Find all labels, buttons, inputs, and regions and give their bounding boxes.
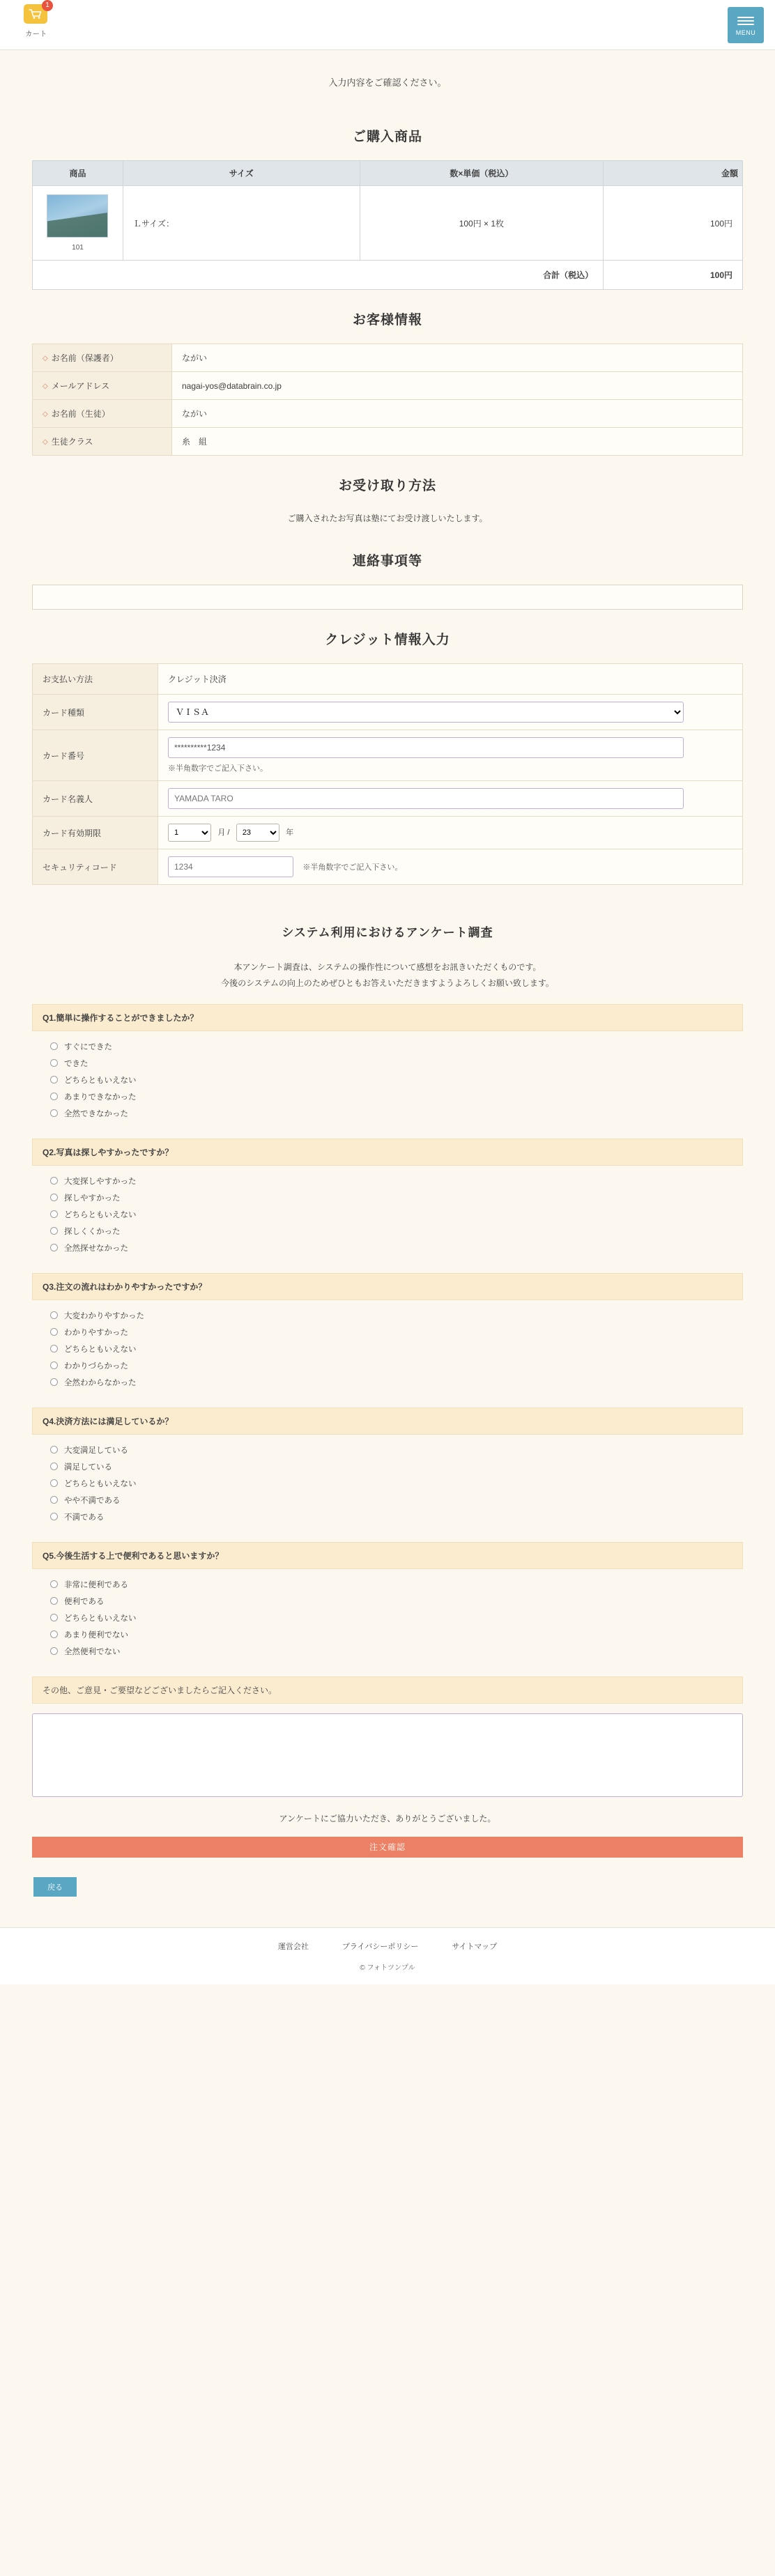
q3-option-2[interactable] [50,1324,725,1341]
q1-option-1[interactable] [50,1038,725,1055]
radio-icon[interactable] [50,1059,58,1067]
radio-icon[interactable] [50,1446,58,1453]
q5-option-3[interactable] [50,1610,725,1626]
q3-option-5-label: 全然わからなかった [64,1378,137,1387]
free-comment-label: その他、ご意見・ご要望などございましたらご記入ください。 [32,1676,743,1704]
footer-link-company[interactable]: 運営会社 [277,1942,309,1951]
expiry-year-select[interactable] [236,824,279,842]
radio-icon[interactable] [50,1109,58,1117]
radio-icon[interactable] [50,1076,58,1083]
purchase-total-row [33,261,743,290]
footer-links [0,1941,775,1952]
q5-option-3-label: どちらともいえない [64,1614,137,1623]
q5-option-1-label: 非常に便利である [64,1580,128,1589]
purchase-table [32,160,743,290]
radio-icon[interactable] [50,1614,58,1621]
q5-option-1[interactable] [50,1576,725,1593]
survey-lead-line2: 今後のシステムの向上のためぜひともお答えいただきますようよろしくお願い致します。 [221,978,554,988]
credit-section-title: クレジット情報入力 [325,633,450,647]
required-mark-icon: ◇ [43,438,48,446]
survey-lead-line1: 本アンケート調査は、システムの操作性について感想をお訊きいただくものです。 [233,962,542,972]
security-code-hint: ※半角数字でご記入下さい。 [302,863,403,872]
radio-icon[interactable] [50,1362,58,1369]
question-1-options [32,1031,743,1126]
q1-option-3[interactable] [50,1072,725,1088]
card-number-hint: ※半角数字でご記入下さい。 [168,764,268,773]
q2-option-4-label: 探しくくかった [64,1227,121,1236]
radio-icon[interactable] [50,1042,58,1050]
question-4-label: Q4.決済方法には満足しているか？ [32,1407,743,1435]
radio-icon[interactable] [50,1496,58,1504]
table-row [33,817,743,849]
question-4-options [32,1435,743,1529]
survey-section-title: システム利用におけるアンケート調査 [282,926,493,939]
table-row [33,428,743,456]
q2-option-3[interactable] [50,1206,725,1223]
column-header-qty-price: 数×単価（税込） [360,161,604,186]
purchase-total-value: 100円 [604,261,743,290]
q1-option-1-label: すぐにできた [64,1042,112,1051]
radio-icon[interactable] [50,1227,58,1235]
q3-option-4-label: わかりづらかった [64,1362,128,1371]
credit-label-card-number: カード番号 [33,730,158,781]
cart-widget[interactable] [0,0,63,38]
receive-section-title: お受け取り方法 [338,479,436,493]
q5-option-2-label: 便利である [64,1597,105,1606]
expiry-month-select[interactable] [168,824,211,842]
table-row [33,664,743,695]
required-mark-icon: ◇ [43,355,48,362]
confirm-order-button[interactable]: 注文確認 [32,1837,743,1858]
site-footer [0,1927,775,1984]
question-3-label: Q3.注文の流れはわかりやすかったですか？ [32,1273,743,1300]
q1-option-4[interactable] [50,1088,725,1105]
column-header-item: 商品 [33,161,123,186]
expiry-year-suffix: 年 [286,828,294,837]
q5-option-4-label: あまり便利でない [64,1630,128,1640]
column-header-size: サイズ [123,161,360,186]
q3-option-1[interactable] [50,1307,725,1324]
q4-option-5-label: 不満である [64,1513,105,1522]
q4-option-4[interactable] [50,1492,725,1509]
credit-label-security-code: セキュリティコード [33,849,158,885]
question-5-label: Q5.今後生活する上で便利であると思いますか？ [32,1542,743,1569]
q2-option-2-label: 探しやすかった [64,1194,121,1203]
credit-info-table [32,663,743,885]
radio-icon[interactable] [50,1647,58,1655]
radio-icon[interactable] [50,1630,58,1638]
radio-icon[interactable] [50,1093,58,1100]
product-thumbnail-cell [33,186,123,261]
q3-option-3[interactable] [50,1341,725,1357]
table-row [33,695,743,730]
cart-label: カート [25,31,47,38]
intro-text: 入力内容をご確認ください。 [328,77,447,88]
q5-option-5-label: 全然便利でない [64,1647,121,1656]
question-5-options [32,1569,743,1664]
column-header-amount: 金額 [604,161,743,186]
customer-info-table [32,344,743,456]
table-row [33,781,743,817]
customer-label-guardian-name: ◇ お名前（保護者） [33,344,172,372]
menu-button[interactable] [728,7,764,43]
table-row [33,849,743,885]
q1-option-3-label: どちらともいえない [64,1076,137,1085]
radio-icon[interactable] [50,1513,58,1520]
customer-value-class: 糸 組 [172,428,743,456]
menu-button-label: MENU [735,29,756,36]
required-mark-icon: ◇ [43,410,48,418]
radio-icon[interactable] [50,1177,58,1185]
radio-icon[interactable] [50,1463,58,1470]
credit-cell-card-holder [158,781,743,817]
radio-icon[interactable] [50,1580,58,1588]
cart-icon-wrap[interactable] [24,1,49,26]
q2-option-3-label: どちらともいえない [64,1210,137,1219]
q1-option-5[interactable] [50,1105,725,1122]
required-mark-icon: ◇ [43,383,48,390]
expiry-month-suffix: 月 / [217,828,230,837]
q3-option-3-label: どちらともいえない [64,1345,137,1354]
q4-option-2[interactable] [50,1458,725,1475]
footer-link-privacy[interactable]: プライバシーポリシー [342,1942,419,1951]
product-qty-price: 100円 × 1枚 [360,186,604,261]
q4-option-3[interactable] [50,1475,725,1492]
question-2-label: Q2.写真は探しやすかったですか？ [32,1139,743,1166]
purchase-section-title: ご購入商品 [352,130,422,144]
credit-cell-card-number [158,730,743,781]
q2-option-2[interactable] [50,1189,725,1206]
q4-option-1-label: 大変満足している [64,1446,128,1455]
radio-icon[interactable] [50,1244,58,1251]
q5-option-4[interactable] [50,1626,725,1643]
customer-value-email: nagai-yos@databrain.co.jp [172,372,743,400]
contact-note-box [32,585,743,610]
security-code-input[interactable] [168,856,293,877]
radio-icon[interactable] [50,1378,58,1386]
q4-option-4-label: やや不満である [64,1496,121,1505]
customer-section-title: お客様情報 [352,313,422,327]
credit-cell-security-code [158,849,743,885]
q2-option-5-label: 全然探せなかった [64,1244,128,1253]
q3-option-2-label: わかりやすかった [64,1328,128,1337]
radio-icon[interactable] [50,1328,58,1336]
table-row [33,400,743,428]
credit-cell-expiry [158,817,743,849]
card-number-input[interactable] [168,737,684,758]
q2-option-4[interactable] [50,1223,725,1240]
back-button[interactable]: 戻る [33,1877,77,1897]
credit-label-card-type: カード種類 [33,695,158,730]
customer-label-email: ◇ メールアドレス [33,372,172,400]
product-thumbnail-image [47,194,108,238]
radio-icon[interactable] [50,1597,58,1605]
q1-option-5-label: 全然できなかった [64,1109,128,1118]
question-3-options [32,1300,743,1395]
radio-icon[interactable] [50,1194,58,1201]
credit-cell-card-type [158,695,743,730]
site-header [0,0,775,50]
q3-option-1-label: 大変わかりやすかった [64,1311,144,1320]
q1-option-2[interactable] [50,1055,725,1072]
hamburger-icon [737,15,754,27]
credit-label-expiry: カード有効期限 [33,817,158,849]
customer-label-student-name: ◇ お名前（生徒） [33,400,172,428]
q2-option-5[interactable] [50,1240,725,1256]
survey-thanks-text: アンケートにご協力いただき、ありがとうございました。 [279,1813,496,1823]
q2-option-1[interactable] [50,1173,725,1189]
footer-link-sitemap[interactable]: サイトマップ [452,1942,498,1951]
contact-section-title: 連絡事項等 [352,554,422,569]
credit-label-card-holder: カード名義人 [33,781,158,817]
credit-label-payment-method: お支払い方法 [33,664,158,695]
q1-option-2-label: できた [64,1059,89,1068]
q3-option-5[interactable] [50,1374,725,1391]
credit-value-payment-method: クレジット決済 [158,664,743,695]
card-type-select[interactable] [168,702,684,723]
product-amount: 100円 [604,186,743,261]
card-holder-input[interactable] [168,788,684,809]
free-comment-textarea[interactable] [32,1713,743,1797]
product-thumbnail-caption: 101 [72,244,84,252]
q3-option-4[interactable] [50,1357,725,1374]
customer-value-student-name: ながい [172,400,743,428]
footer-copyright: © フォトツンプル [360,1964,415,1972]
radio-icon[interactable] [50,1311,58,1319]
radio-icon[interactable] [50,1210,58,1218]
question-1-label: Q1.簡単に操作することができましたか？ [32,1004,743,1031]
table-row [33,372,743,400]
table-row [33,730,743,781]
product-size: Ｌサイズ： [123,186,360,261]
radio-icon[interactable] [50,1479,58,1487]
customer-label-class: ◇ 生徒クラス [33,428,172,456]
question-2-options [32,1166,743,1260]
purchase-table-header-row [33,161,743,186]
q5-option-5[interactable] [50,1643,725,1660]
customer-value-guardian-name: ながい [172,344,743,372]
cart-count-badge: 1 [42,0,53,11]
survey-lead [0,955,775,1004]
table-row [33,344,743,372]
purchase-total-label: 合計（税込） [33,261,604,290]
q1-option-4-label: あまりできなかった [64,1093,137,1102]
q4-option-2-label: 満足している [64,1463,112,1472]
q2-option-1-label: 大変探しやすかった [64,1177,137,1186]
q4-option-3-label: どちらともいえない [64,1479,137,1488]
table-row [33,186,743,261]
q5-option-2[interactable] [50,1593,725,1610]
radio-icon[interactable] [50,1345,58,1352]
q4-option-5[interactable] [50,1509,725,1525]
q4-option-1[interactable] [50,1442,725,1458]
receive-note: ご購入されたお写真は塾にてお受け渡しいたします。 [287,514,488,523]
